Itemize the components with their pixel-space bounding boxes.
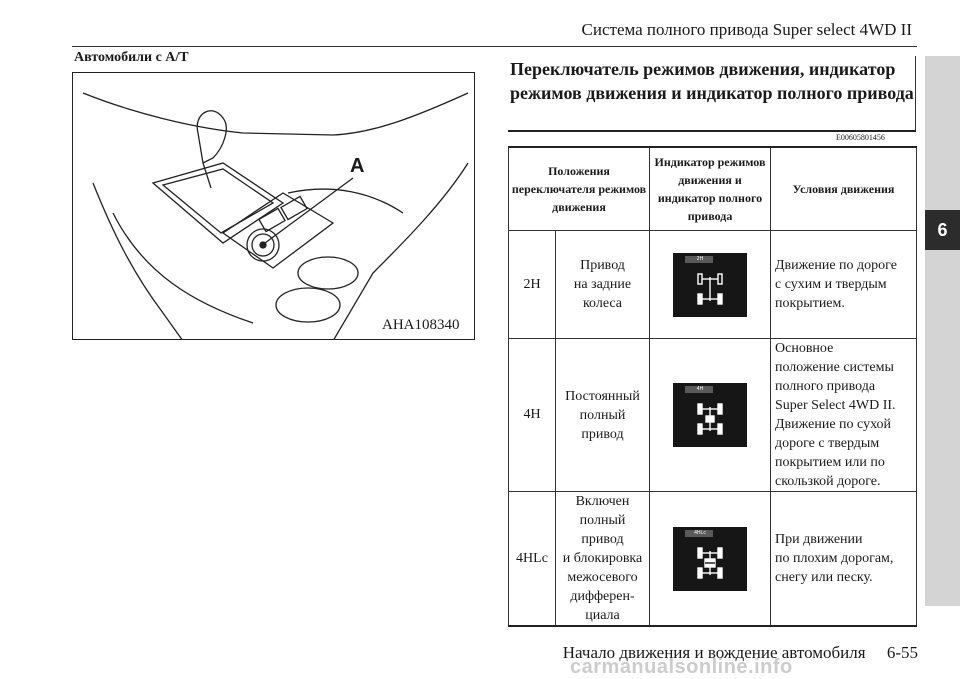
indicator-cell <box>650 231 771 339</box>
header-switch-position: Положения переключателя режимов движения <box>509 147 650 231</box>
name-line: Включен <box>575 494 630 509</box>
condition-line: При движении <box>775 532 863 547</box>
name-line: колеса <box>582 296 623 311</box>
condition-line: Основное <box>775 341 834 356</box>
condition-line: положение системы <box>775 360 894 375</box>
figure-callout-a: A <box>350 155 365 177</box>
condition-line: Super Select 4WD II. <box>775 398 896 413</box>
condition-line: снегу или песку. <box>775 570 873 585</box>
name-line: и блокировка <box>562 551 643 566</box>
indicator-cell <box>650 492 771 627</box>
mode-name <box>556 339 650 492</box>
name-line: на задние <box>573 277 632 292</box>
gear-console-figure <box>72 72 475 340</box>
indicator-display <box>673 527 747 591</box>
indicator-mode-label: 4HLc <box>685 530 713 537</box>
section-label: Автомобили с А/Т <box>74 50 189 65</box>
condition-line: покрытием. <box>775 296 845 311</box>
title-underline <box>508 130 916 132</box>
name-line: привод <box>581 426 624 442</box>
indicator-cell <box>650 339 771 492</box>
document-code: E00605801456 <box>836 133 885 142</box>
name-line: дифферен- <box>570 589 635 604</box>
name-line: Постоянный <box>565 388 640 404</box>
drivetrain-4hlc-icon <box>696 545 724 581</box>
mode-name <box>556 492 650 627</box>
mode-name <box>556 231 650 339</box>
condition-cell <box>771 492 917 627</box>
chapter-tab[interactable]: 6 <box>925 210 960 250</box>
figure-label: AHA108340 <box>382 317 460 333</box>
page-header-title: Система полного привода Super select 4WD II <box>581 20 912 39</box>
table-row <box>509 231 917 339</box>
condition-line: дороге с твердым <box>775 436 880 451</box>
name-line: полный <box>579 513 626 528</box>
condition-line: Движение по дороге <box>775 258 897 273</box>
watermark: carmanualsonline.info <box>570 656 793 678</box>
condition-cell <box>771 339 917 492</box>
condition-line: Движение по сухой <box>775 417 892 432</box>
header-rule <box>72 46 917 47</box>
section-title: Переключатель режимов движения, индикатор режимов движения и индикатор полного привода <box>510 59 914 103</box>
gear-console-illustration <box>73 73 475 340</box>
name-line: межосевого <box>567 570 638 585</box>
indicator-mode-label: 2H <box>685 256 713 263</box>
drivetrain-2h-icon <box>696 271 724 307</box>
table-row <box>509 492 917 627</box>
name-line: привод <box>581 532 624 547</box>
table-row <box>509 339 917 492</box>
condition-line: полного привода <box>775 379 876 394</box>
indicator-display <box>673 253 747 317</box>
condition-line: покрытием или по <box>775 455 885 470</box>
header-conditions: Условия движения <box>771 147 917 231</box>
page-footer: Начало движения и вождение автомобиля 6-55 <box>562 643 918 662</box>
chapter-side-strip <box>925 56 960 606</box>
indicator-display <box>673 383 747 447</box>
table-header-row <box>509 147 917 231</box>
mode-code: 2H <box>509 231 556 339</box>
condition-line: с сухим и твердым <box>775 277 887 292</box>
name-line: Привод <box>580 258 625 273</box>
name-line: циала <box>585 608 620 623</box>
indicator-mode-label: 4H <box>685 386 713 393</box>
condition-cell <box>771 231 917 339</box>
mode-code: 4HLc <box>509 492 556 627</box>
condition-line: скользкой дороге. <box>775 474 881 489</box>
drivetrain-4h-icon <box>696 401 724 437</box>
header-indicator: Индикатор режимов движения и индикатор полного привода <box>650 147 771 231</box>
mode-code: 4H <box>509 339 556 492</box>
drive-mode-table <box>508 146 917 627</box>
name-line: полный <box>579 407 626 423</box>
condition-line: по плохим дорогам, <box>775 551 894 566</box>
title-vertical-rule <box>915 56 916 130</box>
